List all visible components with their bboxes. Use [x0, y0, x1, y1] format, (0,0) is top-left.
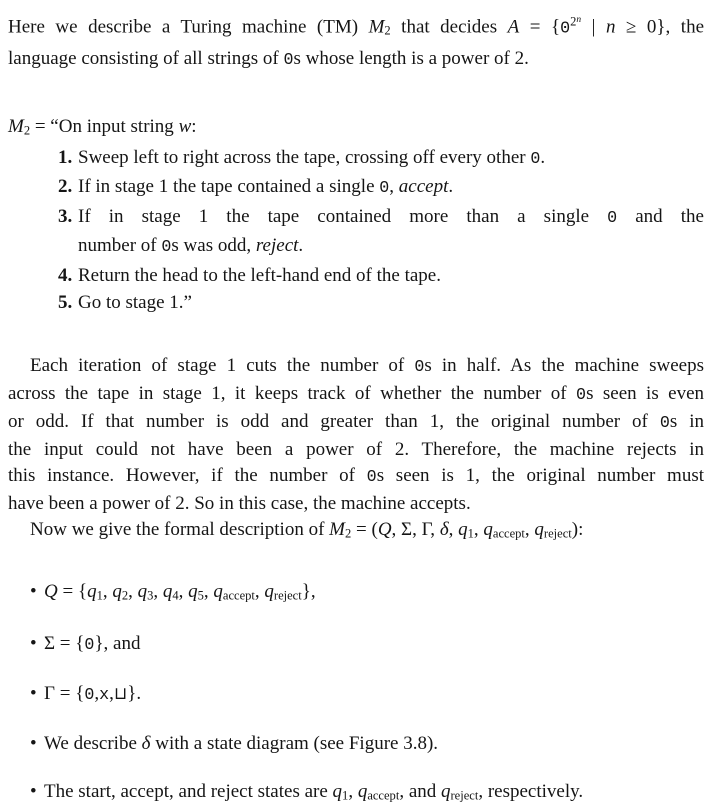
text-line [8, 353, 704, 381]
text-run: Return the head to the left-hand end of the tape. [78, 264, 441, 286]
text-run: Each iteration of stage 1 cuts the number of [30, 354, 415, 376]
text-run: q [264, 581, 274, 603]
text-run: n [576, 15, 582, 25]
text-run: the input could not have been a power of 2. Therefore, the machine rejects in [8, 438, 704, 460]
text-run: have been a power of 2. So in this case, the machine accepts. [8, 492, 471, 514]
text-run: Γ = { [44, 683, 85, 705]
text-run: 0 [283, 50, 294, 70]
text-line [78, 289, 704, 317]
text-run: = “On input string [30, 115, 179, 137]
intro-paragraph [8, 7, 704, 74]
text-run: Σ = { [44, 633, 85, 655]
text-run: language consisting of all strings of [8, 47, 284, 69]
text-run: 0 [84, 686, 95, 706]
stage-item-4 [58, 262, 704, 290]
text-run: If in stage 1 the tape contained more than a single [78, 205, 608, 227]
text-line [8, 381, 704, 409]
text-run: q [188, 581, 198, 603]
stage-item-5 [58, 289, 704, 317]
text-run: . [540, 146, 546, 168]
text-run: , [448, 518, 459, 540]
text-run: q [112, 581, 122, 603]
text-run: The start, accept, and reject states are [44, 781, 333, 803]
bullet-item-states [30, 578, 704, 609]
text-run: . [448, 176, 454, 198]
text-line [78, 144, 704, 174]
text-run: , [94, 683, 100, 705]
text-run: , Σ, Γ, [391, 518, 440, 540]
text-run: , [128, 581, 138, 603]
text-run: accept [492, 526, 525, 541]
bullet-marker: • [30, 581, 37, 603]
bullet-text [44, 730, 704, 757]
text-run: 1 [342, 788, 349, 803]
text-run: , [109, 683, 114, 705]
text-line [8, 7, 704, 45]
machine-definition [8, 113, 704, 317]
text-line [78, 173, 704, 203]
bullet-item-input-alphabet [30, 630, 704, 659]
text-run: reject [255, 235, 299, 257]
text-run: 0 [414, 357, 425, 377]
text-run: Q [44, 581, 58, 603]
stage-text [78, 203, 704, 262]
text-run: reject [543, 526, 572, 541]
text-run: accept [367, 788, 400, 803]
text-run: q [441, 781, 451, 803]
text-run: , [203, 581, 214, 603]
text-run: Go to stage 1.” [78, 292, 192, 314]
text-line [78, 203, 704, 233]
text-run: s in [669, 410, 704, 432]
text-run: Q [377, 518, 392, 540]
text-run: q [483, 518, 493, 540]
text-run: 1 [96, 588, 103, 603]
text-run: , [473, 518, 484, 540]
stage-text [78, 289, 704, 317]
text-run: 0 [366, 467, 377, 487]
text-run: 0 [659, 413, 670, 433]
text-run: q [213, 581, 223, 603]
text-run: We describe [44, 733, 142, 755]
text-run: Here we describe a Turing machine (TM) [8, 16, 369, 38]
stage-number: 5. [58, 292, 73, 314]
text-run: | [581, 16, 606, 38]
discussion-paragraph [8, 353, 704, 517]
text-run: ≥ 0}, the [615, 16, 705, 38]
bullet-marker: • [30, 781, 37, 803]
text-run: 0 [530, 149, 541, 169]
bullet-marker: • [30, 683, 37, 705]
text-run: , [102, 581, 113, 603]
text-run: ⊔ [113, 684, 128, 705]
machine-header [8, 113, 704, 144]
text-run: M [8, 115, 24, 137]
text-run: q [534, 518, 544, 540]
text-run: s whose length is a power of 2. [293, 47, 529, 69]
text-run: s was odd, [171, 235, 256, 257]
text-run: 3 [147, 588, 154, 603]
text-line [8, 45, 704, 74]
text-run: : [191, 115, 197, 137]
text-run: 5 [197, 588, 204, 603]
text-run: s seen is even [586, 382, 705, 404]
text-run: }. [127, 683, 142, 705]
text-run: or odd. If that number is odd and greater than 1, the original number of [8, 410, 660, 432]
text-line [8, 409, 704, 437]
text-run: δ [141, 733, 151, 755]
bullet-item-tape-alphabet [30, 680, 704, 709]
stage-number: 1. [58, 146, 73, 168]
text-run: }, and [94, 633, 141, 655]
text-run: q [458, 518, 468, 540]
stage-list [58, 144, 704, 317]
text-run: = { [519, 16, 561, 38]
text-run: 0 [607, 208, 618, 228]
text-run: q [357, 781, 368, 803]
text-run: x [99, 686, 110, 706]
text-run: 2 [384, 23, 391, 38]
text-run: A [507, 16, 520, 38]
stage-number: 2. [58, 176, 73, 198]
text-run: δ [439, 518, 449, 540]
text-run: Now we give the formal description of [30, 518, 330, 540]
formal-description-list [30, 578, 704, 810]
text-run: that decides [390, 16, 508, 38]
bullet-text [44, 680, 704, 709]
text-run: 2 [570, 14, 577, 29]
text-run: 0 [379, 179, 390, 199]
text-run: 2 [23, 122, 31, 137]
bullet-text [44, 778, 704, 809]
text-line [8, 437, 704, 463]
text-run: , respectively. [478, 781, 584, 803]
text-run: accept [398, 176, 449, 198]
text-run: M [368, 16, 385, 38]
text-run: 4 [172, 588, 179, 603]
stage-text [78, 173, 704, 203]
text-run: s seen is 1, the original number must [376, 464, 704, 486]
text-run: , [178, 581, 189, 603]
text-run: across the tape in stage 1, it keeps track of whether the number of [8, 382, 577, 404]
bullet-text [44, 578, 704, 609]
text-run: Sweep left to right across the tape, crossing off every other [78, 146, 531, 168]
bullet-marker: • [30, 733, 37, 755]
stage-number: 4. [58, 264, 73, 286]
text-run: n [605, 16, 616, 38]
text-line [8, 491, 704, 517]
text-run: . [298, 235, 304, 257]
text-run: , [389, 176, 399, 198]
stage-item-1 [58, 144, 704, 174]
text-run: q [87, 581, 97, 603]
text-run: , [153, 581, 163, 603]
text-run: q [332, 781, 343, 803]
text-run: number of [78, 235, 162, 257]
stage-item-2 [58, 173, 704, 203]
text-run: 0 [161, 238, 172, 258]
text-run: , and [399, 781, 441, 803]
text-run: q [137, 581, 148, 603]
text-line [78, 232, 704, 262]
text-run: = { [57, 581, 88, 603]
text-run: = ( [351, 518, 378, 540]
stage-item-3 [58, 203, 704, 262]
text-run: M [329, 518, 345, 540]
text-run: q [162, 581, 173, 603]
text-run: and the [617, 205, 704, 227]
bullet-item-delta [30, 730, 704, 757]
text-run: s in half. As the machine sweeps [424, 354, 704, 376]
text-run: accept [222, 588, 255, 603]
stage-text [78, 262, 704, 290]
text-run: this instance. However, if the number of [8, 464, 367, 486]
stage-number: 3. [58, 205, 73, 227]
text-run: reject [450, 788, 479, 803]
text-run: 0 [576, 385, 587, 405]
stage-text [78, 144, 704, 174]
text-run: }, [301, 581, 316, 603]
text-run: 2 [121, 588, 129, 603]
text-run: reject [273, 588, 302, 603]
text-run: If in stage 1 the tape contained a single [78, 176, 380, 198]
text-run: with a state diagram (see Figure 3.8). [150, 733, 439, 755]
text-run: 0 [560, 19, 571, 39]
text-run: 1 [467, 526, 474, 541]
text-run: ): [571, 518, 584, 540]
bullet-text [44, 630, 704, 659]
text-run: , [524, 518, 535, 540]
text-run: 2 [345, 526, 352, 541]
formal-description-intro [8, 517, 704, 546]
bullet-item-start-accept-reject [30, 778, 704, 809]
text-run: , [254, 581, 265, 603]
text-line [8, 517, 704, 546]
text-run: , [348, 781, 358, 803]
text-line [78, 262, 704, 290]
text-run: 0 [84, 636, 95, 656]
text-run: w [178, 115, 192, 137]
bullet-marker: • [30, 633, 37, 655]
text-line [8, 463, 704, 491]
